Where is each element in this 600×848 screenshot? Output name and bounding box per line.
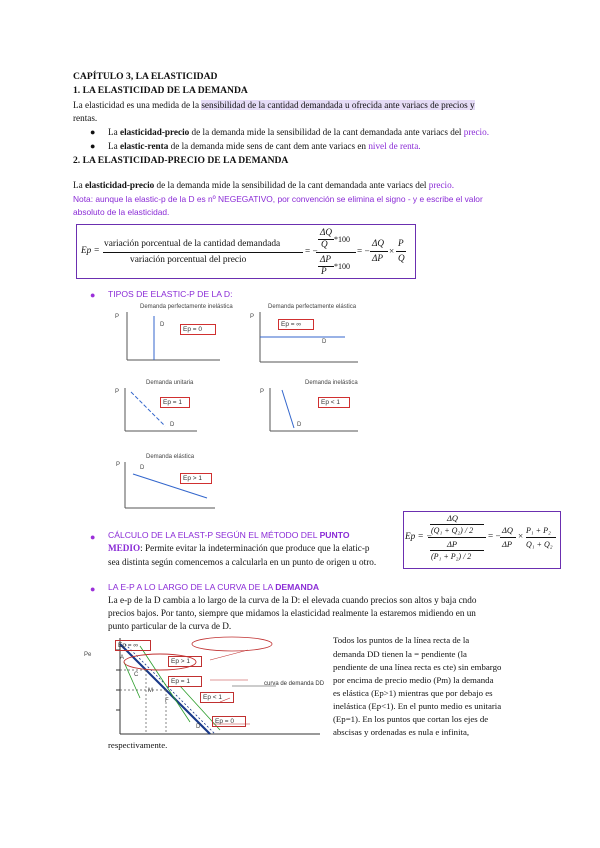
midpoint-lhs: Ep = − (405, 531, 433, 541)
along-line-3: punto particular de la curva de D. (108, 621, 232, 631)
along-right-3: pendiente de una línea recta es cte) sin embargo (333, 662, 502, 672)
formula-x100: *100 (334, 262, 350, 271)
along-right-9: respectivamente. (108, 740, 168, 750)
section-1-paragraph-cont: rentas. (73, 113, 98, 123)
along-line-1: La e-p de la D cambia a lo largo de la curva de la D: el elevada cuando precios son altos y baja cndo (108, 595, 477, 605)
curve-label: D (297, 422, 302, 428)
bullet-icon: ● (90, 290, 96, 300)
along-right-5: es elástica (Ep>1) mientras que por debajo es (333, 688, 493, 698)
graph-elastic (115, 460, 220, 512)
elasticity-label: Ep = ∞ (115, 640, 151, 651)
along-right-4: por encima de precio medio (Pm) la demanda (333, 675, 494, 685)
midpoint-equals: = − (488, 531, 501, 541)
graph-demand-along-curve (80, 636, 330, 740)
formula-dq: ΔQ (372, 238, 385, 248)
elasticity-label: Ep > 1 (168, 656, 202, 667)
bullet-elasticidad-precio: La elasticidad-precio de la demanda mide la sensibilidad de la cant demandada ante variacs del precio. (108, 127, 490, 137)
elasticity-label: Ep < 1 (200, 692, 234, 703)
bullet-icon: ● (90, 584, 96, 594)
formula-equals: = − (305, 246, 318, 256)
formula-x100: *100 (334, 235, 350, 244)
section-1-heading: 1. LA ELASTICIDAD DE LA DEMANDA (73, 85, 248, 96)
along-right-2: demanda DD tienen la = pendiente (la (333, 649, 467, 659)
calc-line-1: MEDIO: Permite evitar la indeterminación que produce que la elatic-p (108, 543, 370, 553)
formula-q: Q (398, 253, 405, 263)
graph-perfectly-inelastic (112, 310, 222, 370)
calc-line-2: sea distinta según comencemos a calcularla en un punto de origen u otro. (108, 557, 377, 567)
section-2-note: Nota: aunque la elastic-p de la D es nº NEGEGATIVO, por convención se elimina el signo - y e escribe el valor (73, 194, 483, 204)
section-1-paragraph: La elasticidad es una medida de la sensibilidad de la cantidad demandada u ofrecida ante variacs de precios y (73, 100, 475, 110)
point-label: C (134, 672, 139, 678)
formula-dp: ΔP (372, 253, 384, 263)
curve-label: D (322, 339, 327, 345)
axis-label: Pe (84, 652, 92, 658)
midpoint-qsum: (Q₁ + Q₂) / 2 (431, 526, 474, 535)
along-right-1: Todos los puntos de la línea recta de la (333, 635, 470, 645)
midpoint-psum2: P₁ + P₂ (526, 526, 551, 535)
along-right-6: inelástica (Ep<1). En el punto medio es unitaria (333, 701, 502, 711)
elasticity-label: Ep = 0 (212, 716, 246, 727)
midpoint-times: × (518, 531, 524, 541)
graph-title: Demanda perfectamente inelástica (140, 304, 233, 310)
axis-label: P (115, 389, 120, 395)
graph-title: Demanda perfectamente elástica (268, 304, 357, 310)
formula-times: × (389, 246, 395, 256)
bullet-icon: ● (90, 127, 96, 137)
fraction-line (103, 252, 303, 253)
along-heading: LA E-P A LO LARGO DE LA CURVA DE LA DEMANDA (108, 582, 320, 592)
formula-dp: ΔP (320, 254, 332, 264)
midpoint-r-dq: ΔQ (502, 526, 513, 535)
graph-inelastic (262, 386, 362, 438)
point-label: A (120, 655, 125, 661)
elasticity-label: Ep > 1 (180, 473, 212, 484)
axis-label: P (260, 389, 265, 395)
along-right-8: abscisas y ordenadas es nula e infinita, (333, 727, 470, 737)
graph-title: Demanda elástica (146, 454, 195, 460)
axis-label: P (116, 462, 121, 468)
formula-lhs: Ep = (81, 245, 100, 255)
axis-label: P (115, 314, 120, 320)
section-2-paragraph: La elasticidad-precio de la demanda mide la sensibilidad de la cant demandada ante variacs del precio. (73, 180, 455, 190)
point-label: D (196, 724, 201, 730)
curve-label: D (170, 422, 175, 428)
point-label: F (165, 698, 169, 704)
section-2-heading: 2. LA ELASTICIDAD-PRECIO DE LA DEMANDA (73, 155, 289, 166)
curve-label: D (140, 465, 145, 471)
midpoint-dp: ΔP (447, 540, 458, 549)
graph-unitary (115, 386, 200, 438)
chapter-title: CAPÍTULO 3, LA ELASTICIDAD (73, 71, 218, 82)
calc-heading: CÁLCULO DE LA ELAST-P SEGÚN EL MÉTODO DEL PUNTO (108, 530, 350, 540)
elasticity-label: Ep = 1 (168, 676, 202, 687)
bullet-elasticidad-renta: La elastic-renta de la demanda mide sens de cant dem ante variacs en nivel de renta. (108, 141, 421, 151)
bullet-icon: ● (90, 141, 96, 151)
midpoint-r-dp: ΔP (502, 540, 513, 549)
midpoint-psum: (P₁ + P₂) / 2 (431, 552, 472, 561)
curve-label: D (160, 322, 165, 328)
midpoint-qsum2: Q₁ + Q₂ (526, 540, 553, 549)
elasticity-label: Ep < 1 (318, 397, 350, 408)
curve-label: curva de demanda DD (264, 681, 325, 687)
midpoint-dq: ΔQ (447, 514, 458, 523)
elasticity-label: Ep = 1 (160, 397, 190, 408)
section-2-note-cont: absoluto de la elasticidad. (73, 207, 170, 217)
elasticity-label: Ep = ∞ (278, 319, 314, 330)
bullet-icon: ● (90, 532, 96, 542)
along-line-2: precios bajos. Por tanto, siempre que midamos la elasticidad realmente la estaremos midiendo en un (108, 608, 476, 618)
graph-title: Demanda unitaria (146, 380, 194, 386)
graph-title: Demanda inelástica (305, 380, 358, 386)
types-heading: TIPOS DE ELASTIC-P DE LA D: (108, 289, 233, 299)
elasticity-label: Ep = 0 (180, 324, 216, 335)
along-right-7: (Ep=1). En los puntos que cortan los ejes de (333, 714, 489, 724)
formula-q: Q (321, 239, 328, 249)
formula-p: P (321, 266, 327, 276)
formula-denominator: variación porcentual del precio (130, 255, 247, 265)
formula-equals: = − (357, 246, 370, 256)
formula-dq: ΔQ (320, 227, 333, 237)
formula-p: P (398, 238, 404, 248)
point-label: M (148, 688, 153, 694)
axis-label: P (250, 314, 255, 320)
formula-numerator: variación porcentual de la cantidad demandada (104, 239, 281, 249)
